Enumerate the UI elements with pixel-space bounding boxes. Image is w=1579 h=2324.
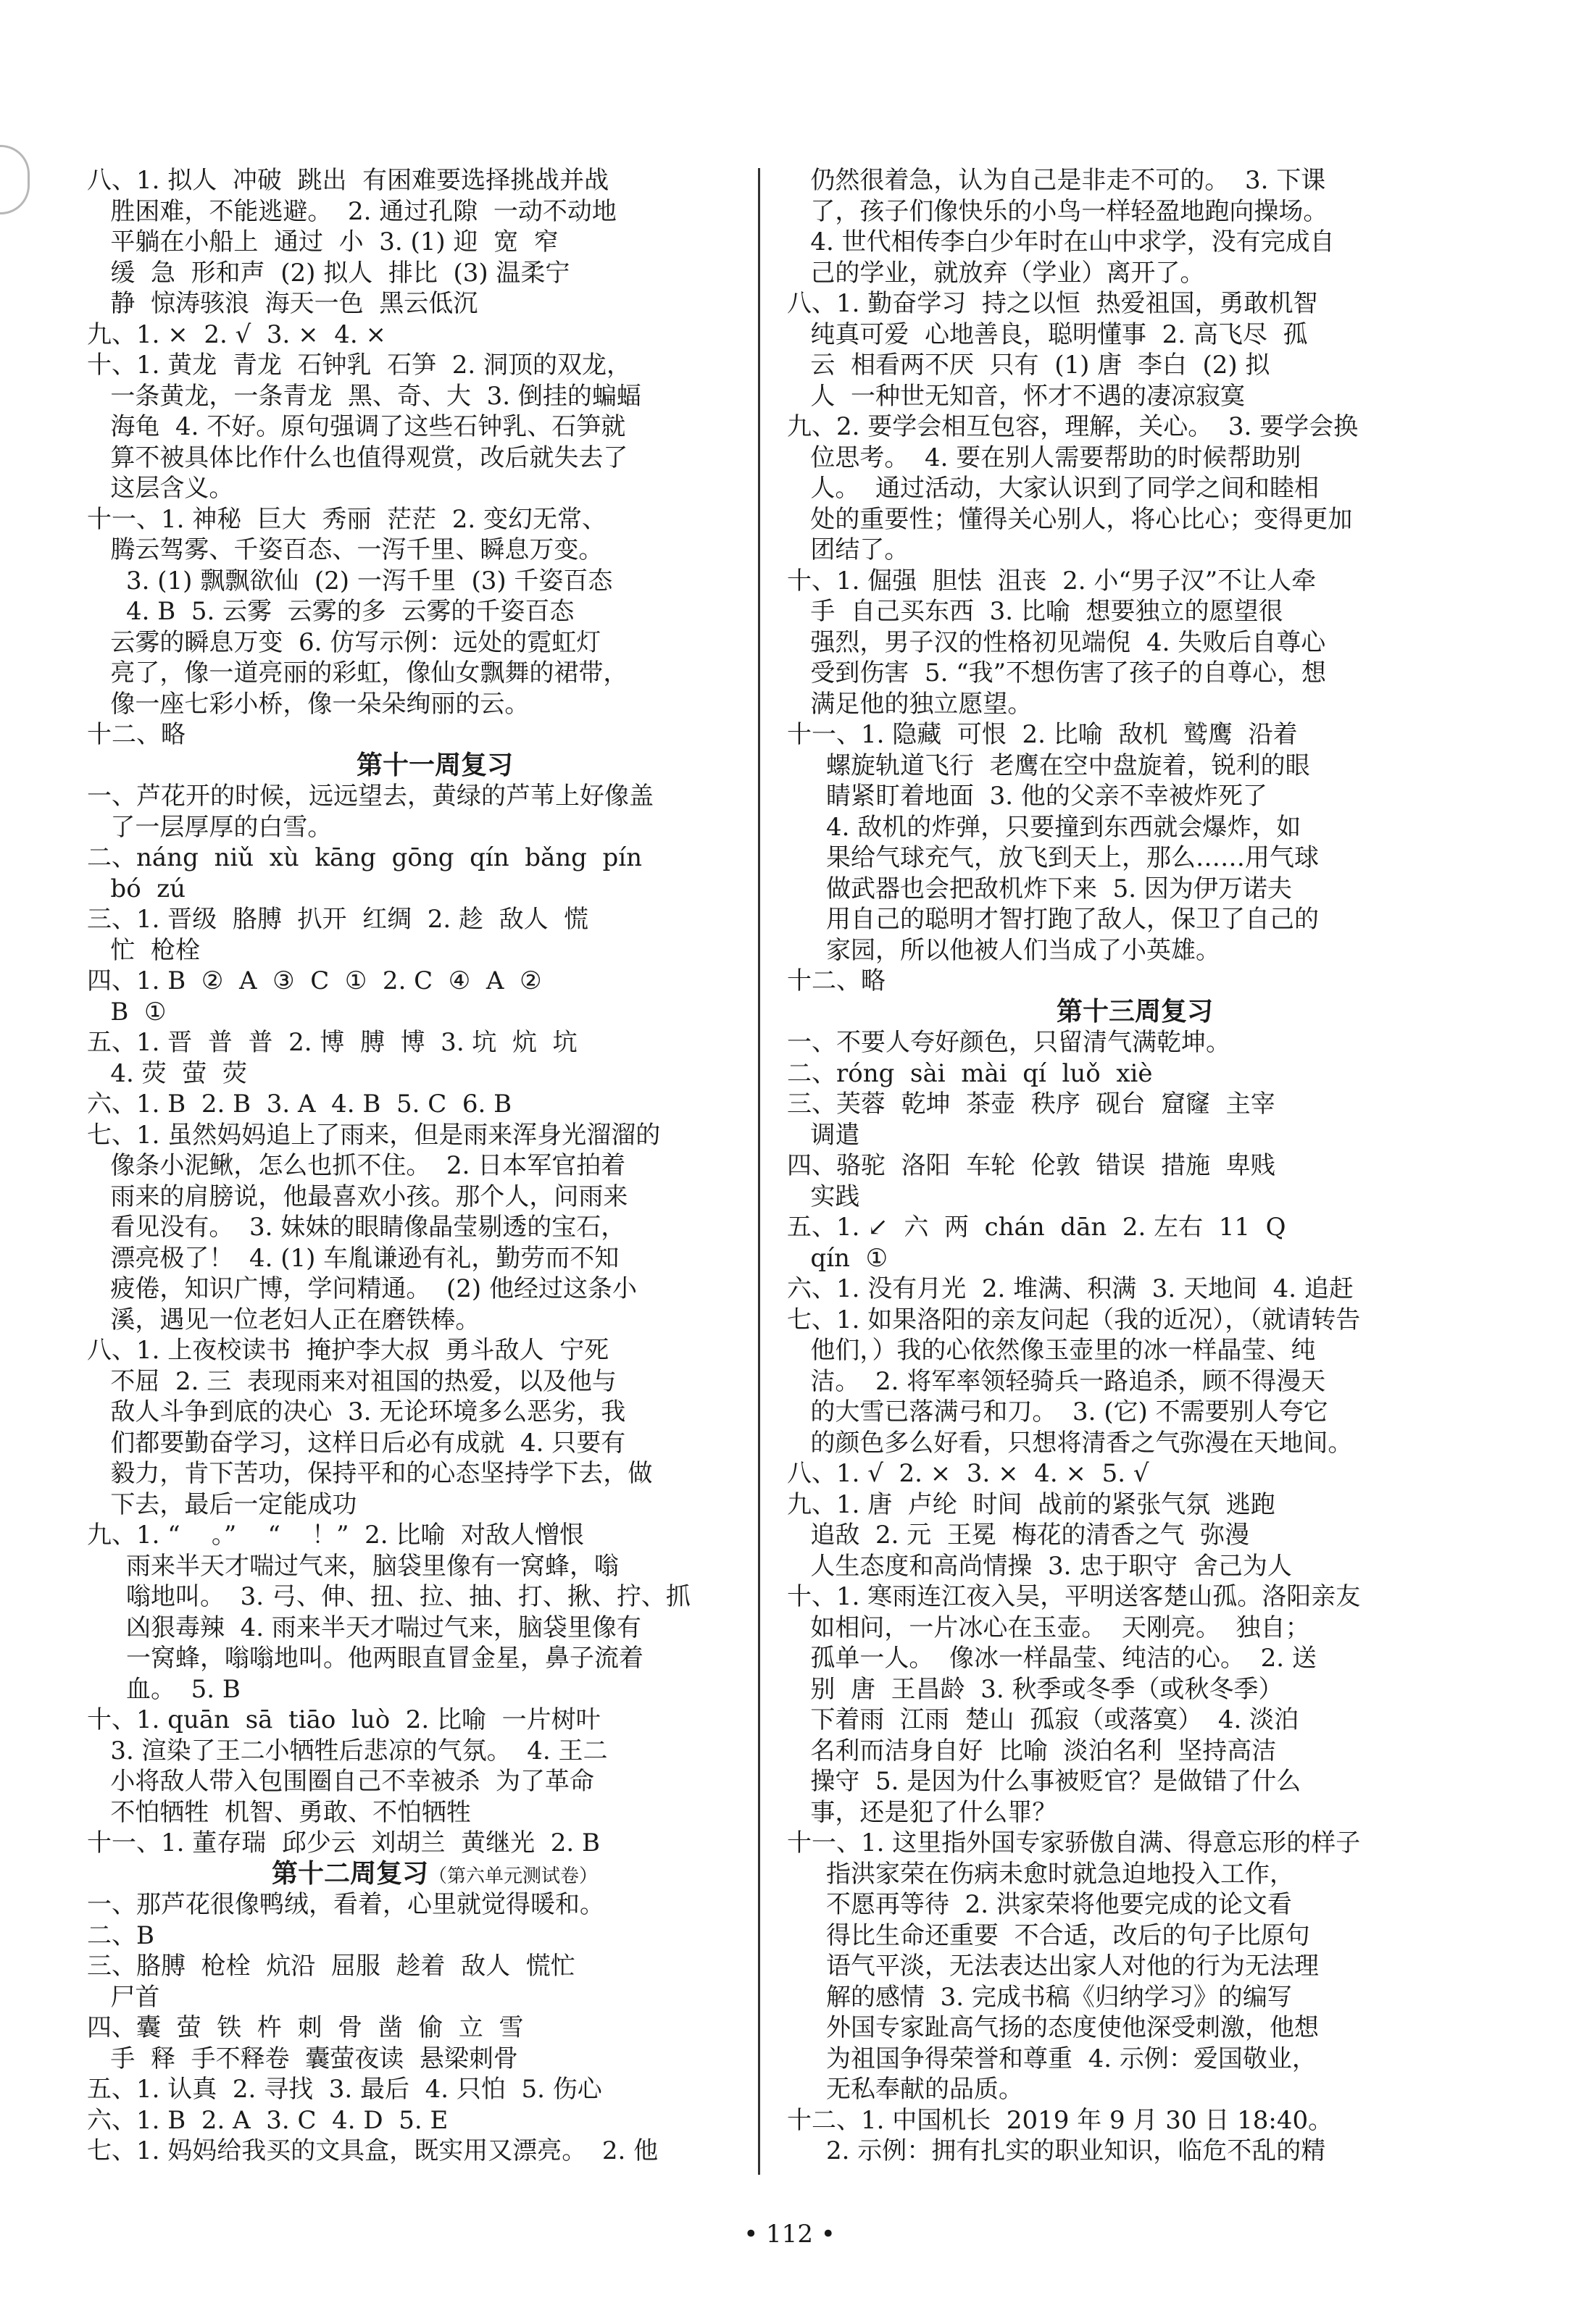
answer-line: 看见没有。 3. 妹妹的眼睛像晶莹剔透的宝石， (87, 1213, 626, 1242)
answer-line: 嗡地叫。 3. 弓、伸、扭、拉、抽、打、揪、拧、抓 (87, 1582, 691, 1611)
answer-line: 无私奉献的品质。 (787, 2075, 1024, 2104)
answer-line: 4. 敌机的炸弹，只要撞到东西就会爆炸，如 (787, 812, 1301, 842)
answer-line: 亮了，像一道亮丽的彩虹，像仙女飘舞的裙带， (87, 659, 628, 687)
answer-line: 胜困难，不能逃避。 2. 通过孔隙 一动不动地 (87, 196, 617, 226)
answer-line: 一、不要人夸好颜色，只留清气满乾坤。 (787, 1028, 1230, 1057)
answer-line: 外国专家趾高气扬的态度使他深受刺激，他想 (787, 2013, 1320, 2042)
answer-line: 缓 急 形和声 (2) 拟人 排比 (3) 温柔宁 (87, 258, 570, 288)
answer-line: 4. 荧 萤 荧 (87, 1058, 247, 1088)
answer-line: 五、1. 晋 普 普 2. 博 膊 博 3. 坑 炕 坑 (87, 1028, 578, 1057)
answer-line: 二、B (87, 1920, 154, 1950)
answer-line: 解的感情 3. 完成书稿《归纳学习》的编写 (787, 1982, 1292, 2012)
section-heading (87, 751, 783, 782)
right-answer-column (787, 165, 1483, 2167)
answer-line: 团结了。 (787, 535, 909, 564)
answer-line: 睛紧盯着地面 3. 他的父亲不幸被炸死了 (787, 782, 1267, 811)
answer-line: 八、1. 勤奋学习 持之以恒 热爱祖国，勇敢机智 (787, 289, 1318, 318)
answer-line: 小将敌人带入包围圈自己不幸被杀 为了革命 (87, 1767, 595, 1796)
answer-line: 如相问，一片冰心在玉壶。 天刚亮。 独自； (787, 1613, 1310, 1642)
answer-line: 位思考。 4. 要在别人需要帮助的时候帮助别 (787, 443, 1301, 472)
answer-line: 名利而洁身自好 比喻 淡泊名利 坚持高洁 (787, 1736, 1277, 1765)
section-heading-title: 第十一周复习 (356, 750, 513, 780)
answer-line: 了，孩子们像快乐的小鸟一样轻盈地跑向操场。 (787, 196, 1328, 226)
answer-line: 九、2. 要学会相互包容，理解，关心。 3. 要学会换 (787, 412, 1359, 441)
answer-line: 八、1. 上夜校读书 掩护李大叔 勇斗敌人 宁死 (87, 1336, 609, 1365)
answer-line: 一、那芦花很像鸭绒，看着，心里就觉得暖和。 (87, 1890, 604, 1919)
answer-line: 八、1. √ 2. × 3. × 4. × 5. √ (787, 1459, 1149, 1488)
answer-line: 三、1. 晋级 胳膊 扒开 红绸 2. 趁 敌人 慌 (87, 905, 589, 934)
answer-line: 十、1. 黄龙 青龙 石钟乳 石笋 2. 洞顶的双龙， (87, 351, 631, 380)
answer-line: 仍然很着急，认为自己是非走不可的。 3. 下课 (787, 166, 1326, 195)
answer-line: 下去，最后一定能成功 (87, 1489, 357, 1519)
answer-line: 4. 世代相传李白少年时在山中求学，没有完成自 (787, 227, 1335, 256)
section-heading-note: （第六单元测试卷） (428, 1865, 599, 1887)
answer-line: 调遣 (787, 1120, 860, 1150)
answer-line: 语气平淡，无法表达出家人对他的行为无法理 (787, 1952, 1320, 1981)
answer-line: 别 唐 王昌龄 3. 秋季或冬季（或秋冬季） (787, 1674, 1283, 1704)
answer-line: 十一、1. 董存瑞 邱少云 刘胡兰 黄继光 2. B (87, 1828, 600, 1857)
answer-line: 十二、略 (87, 720, 186, 749)
answer-line: 三、胳膊 枪栓 炕沿 屈服 趁着 敌人 慌忙 (87, 1952, 575, 1981)
section-heading (87, 1859, 783, 1890)
answer-line: 了一层厚厚的白雪。 (87, 812, 333, 842)
answer-line: 一条黄龙，一条青龙 黑、奇、大 3. 倒挂的蝙蝠 (87, 381, 641, 411)
page-number: • 112 • (743, 2220, 836, 2249)
answer-line: 一窝蜂，嗡嗡地叫。他两眼直冒金星，鼻子流着 (87, 1644, 644, 1673)
answer-line: 十一、1. 神秘 巨大 秀丽 茫茫 2. 变幻无常、 (87, 504, 607, 534)
answer-line: 像一座七彩小桥，像一朵朵绚丽的云。 (87, 689, 530, 719)
answer-line: 尸首 (87, 1982, 160, 2012)
answer-line: bó zú (87, 874, 186, 903)
answer-line: 五、1. ↙ 六 两 chán dān 2. 左右 11 Q (787, 1213, 1286, 1242)
answer-line: 平躺在小船上 通过 小 3. (1) 迎 宽 窄 (87, 227, 559, 256)
answer-line: 十二、1. 中国机长 2019 年 9 月 30 日 18:40。 (787, 2105, 1333, 2135)
answer-line: 实践 (787, 1182, 860, 1211)
answer-line: 人生态度和高尚情操 3. 忠于职守 舍己为人 (787, 1551, 1292, 1581)
answer-line: 九、1. × 2. √ 3. × 4. × (87, 319, 386, 349)
answer-line: 六、1. B 2. A 3. C 4. D 5. E (87, 2105, 449, 2135)
answer-line: 雨来半天才喘过气来，脑袋里像有一窝蜂，嗡 (87, 1551, 620, 1581)
answer-line: 十、1. 倔强 胆怯 沮丧 2. 小“男子汉”不让人牵 (787, 566, 1317, 595)
binding-edge-mark (0, 145, 30, 214)
answer-line: 二、náng niǔ xù kāng gōng qín bǎng pín (87, 843, 643, 872)
answer-line: 血。 5. B (87, 1674, 241, 1704)
answer-line: 八、1. 拟人 冲破 跳出 有困难要选择挑战并战 (87, 166, 609, 195)
answer-line: 三、芙蓉 乾坤 茶壶 秩序 砚台 窟窿 主宰 (787, 1090, 1275, 1119)
section-heading (787, 997, 1483, 1028)
answer-line: 九、1. 唐 卢纶 时间 战前的紧张气氛 逃跑 (787, 1489, 1275, 1519)
answer-line: B ① (87, 997, 167, 1027)
answer-line: 九、1. “ 。” “ ！” 2. 比喻 对敌人憎恨 (87, 1521, 584, 1550)
answer-line: 海龟 4. 不好。原句强调了这些石钟乳、石笋就 (87, 412, 626, 441)
answer-line: 手 释 手不释卷 囊萤夜读 悬梁刺骨 (87, 2044, 518, 2073)
answer-line: 3. (1) 飘飘欲仙 (2) 一泻千里 (3) 千姿百态 (87, 566, 613, 595)
answer-line: 强烈，男子汉的性格初见端倪 4. 失败后自尊心 (787, 627, 1326, 657)
answer-line: 凶狠毒辣 4. 雨来半天才喘过气来，脑袋里像有 (87, 1613, 641, 1642)
answer-line: 云雾的瞬息万变 6. 仿写示例：远处的霓虹灯 (87, 627, 601, 657)
answer-line: 像条小泥鳅，怎么也抓不住。 2. 日本军官拍着 (87, 1151, 626, 1180)
answer-line: 毅力，肯下苦功，保持平和的心态坚持学下去，做 (87, 1459, 653, 1488)
answer-line: 他们，）我的心依然像玉壶里的冰一样晶莹、纯 (787, 1336, 1316, 1365)
answer-line: 一、芦花开的时候，远远望去，黄绿的芦苇上好像盖 (87, 782, 654, 811)
answer-line: 六、1. B 2. B 3. A 4. B 5. C 6. B (87, 1090, 512, 1119)
answer-line: 十一、1. 隐藏 可恨 2. 比喻 敌机 鹫鹰 沿着 (787, 720, 1298, 749)
answer-line: 十、1. 寒雨连江夜入吴，平明送客楚山孤。洛阳亲友 (787, 1582, 1361, 1611)
answer-line: 处的重要性；懂得关心别人，将心比心；变得更加 (787, 504, 1353, 534)
answer-line: 二、róng sài mài qí luǒ xiè (787, 1058, 1153, 1088)
answer-line: 漂亮极了！ 4. (1) 车胤谦逊有礼，勤劳而不知 (87, 1243, 620, 1273)
answer-line: 追敌 2. 元 王冕 梅花的清香之气 弥漫 (787, 1521, 1250, 1550)
answer-line: 4. B 5. 云雾 云雾的多 云雾的千姿百态 (87, 597, 575, 626)
answer-line: 手 自己买东西 3. 比喻 想要独立的愿望很 (787, 597, 1283, 626)
section-heading-title: 第十二周复习 (271, 1858, 428, 1889)
answer-line: 人 一种世无知音，怀才不遇的凄凉寂寞 (787, 381, 1246, 411)
answer-line: 洁。 2. 将军率领轻骑兵一路追杀，顾不得漫天 (787, 1366, 1326, 1396)
answer-line: 家园，所以他被人们当成了小英雄。 (787, 935, 1221, 965)
answer-line: 的颜色多么好看，只想将清香之气弥漫在天地间。 (787, 1428, 1353, 1458)
answer-line: 不怕牺牲 机智、勇敢、不怕牺牲 (87, 1797, 472, 1827)
answer-line: 操守 5. 是因为什么事被贬官？是做错了什么 (787, 1767, 1301, 1796)
answer-line: 溪，遇见一位老妇人正在磨铁棒。 (87, 1305, 480, 1334)
answer-line: 四、1. B ② A ③ C ① 2. C ④ A ② (87, 966, 542, 995)
answer-line: 敌人斗争到底的决心 3. 无论环境多么恶劣，我 (87, 1397, 626, 1426)
answer-line: 2. 示例：拥有扎实的职业知识，临危不乱的精 (787, 2136, 1326, 2165)
answer-line: 云 相看两不厌 只有 (1) 唐 李白 (2) 拟 (787, 351, 1270, 380)
answer-line: 果给气球充气，放飞到天上，那么……用气球 (787, 843, 1320, 872)
answer-line: 3. 渲染了王二小牺牲后悲凉的气氛。 4. 王二 (87, 1736, 608, 1765)
answer-line: 十、1. quān sā tiāo luò 2. 比喻 一片树叶 (87, 1705, 601, 1734)
answer-line: 的大雪已落满弓和刀。 3. (它) 不需要别人夸它 (787, 1397, 1328, 1426)
answer-line: 己的学业，就放弃（学业）离开了。 (787, 258, 1205, 288)
answer-line: 四、囊 萤 铁 杵 刺 骨 凿 偷 立 雪 (87, 2013, 524, 2042)
answer-line: 雨来的肩膀说，他最喜欢小孩。那个人，问雨来 (87, 1182, 628, 1211)
answer-line: 人。 通过活动，大家认识到了同学之间和睦相 (787, 474, 1320, 503)
answer-line: 下着雨 江雨 楚山 孤寂（或落寞） 4. 淡泊 (787, 1705, 1299, 1734)
answer-line: 不屈 2. 三 表现雨来对祖国的热爱，以及他与 (87, 1366, 617, 1396)
answer-line: 做武器也会把敌机炸下来 5. 因为伊万诺夫 (787, 874, 1292, 903)
column-divider (758, 168, 760, 2175)
answer-line: 们都要勤奋学习，这样日后必有成就 4. 只要有 (87, 1428, 626, 1458)
answer-line: 忙 枪栓 (87, 935, 201, 965)
left-answer-column (87, 165, 783, 2167)
section-heading-title: 第十三周复习 (1056, 996, 1213, 1027)
answer-line: 七、1. 虽然妈妈追上了雨来，但是雨来浑身光溜溜的 (87, 1120, 661, 1150)
answer-line: 四、骆驼 洛阳 车轮 伦敦 错误 措施 卑贱 (787, 1151, 1275, 1180)
answer-line: 满足他的独立愿望。 (787, 689, 1033, 719)
answer-line: 用自己的聪明才智打跑了敌人，保卫了自己的 (787, 905, 1320, 934)
answer-line: 算不被具体比作什么也值得观赏，改后就失去了 (87, 443, 628, 472)
answer-line: 静 惊涛骇浪 海天一色 黑云低沉 (87, 289, 478, 318)
answer-line: 十二、略 (787, 966, 886, 995)
answer-line: 六、1. 没有月光 2. 堆满、积满 3. 天地间 4. 追赶 (787, 1274, 1354, 1303)
answer-line: 孤单一人。 像冰一样晶莹、纯洁的心。 2. 送 (787, 1644, 1317, 1673)
answer-line: 为祖国争得荣誉和尊重 4. 示例：爱国敬业， (787, 2044, 1317, 2073)
answer-line: 腾云驾雾、千姿百态、一泻千里、瞬息万变。 (87, 535, 604, 564)
answer-line: 五、1. 认真 2. 寻找 3. 最后 4. 只怕 5. 伤心 (87, 2075, 602, 2104)
answer-line: 受到伤害 5. “我”不想伤害了孩子的自尊心，想 (787, 659, 1327, 687)
answer-line: 这层含义。 (87, 474, 234, 503)
answer-line: qín ① (787, 1243, 888, 1273)
answer-line: 十一、1. 这里指外国专家骄傲自满、得意忘形的样子 (787, 1828, 1361, 1857)
answer-line: 疲倦，知识广博，学问精通。 (2) 他经过这条小 (87, 1274, 638, 1303)
answer-line: 事，还是犯了什么罪？ (787, 1797, 1057, 1827)
answer-line: 不愿再等待 2. 洪家荣将他要完成的论文看 (787, 1890, 1292, 1919)
answer-line: 得比生命还重要 不合适，改后的句子比原句 (787, 1920, 1310, 1950)
answer-line: 纯真可爱 心地善良，聪明懂事 2. 高飞尽 孤 (787, 319, 1308, 349)
answer-line: 七、1. 如果洛阳的亲友问起（我的近况），（就请转告 (787, 1305, 1361, 1334)
answer-line: 螺旋轨道飞行 老鹰在空中盘旋着，锐利的眼 (787, 751, 1310, 780)
answer-line: 指洪家荣在伤病未愈时就急迫地投入工作， (787, 1859, 1295, 1889)
answer-line: 七、1. 妈妈给我买的文具盒，既实用又漂亮。 2. 他 (87, 2136, 659, 2165)
